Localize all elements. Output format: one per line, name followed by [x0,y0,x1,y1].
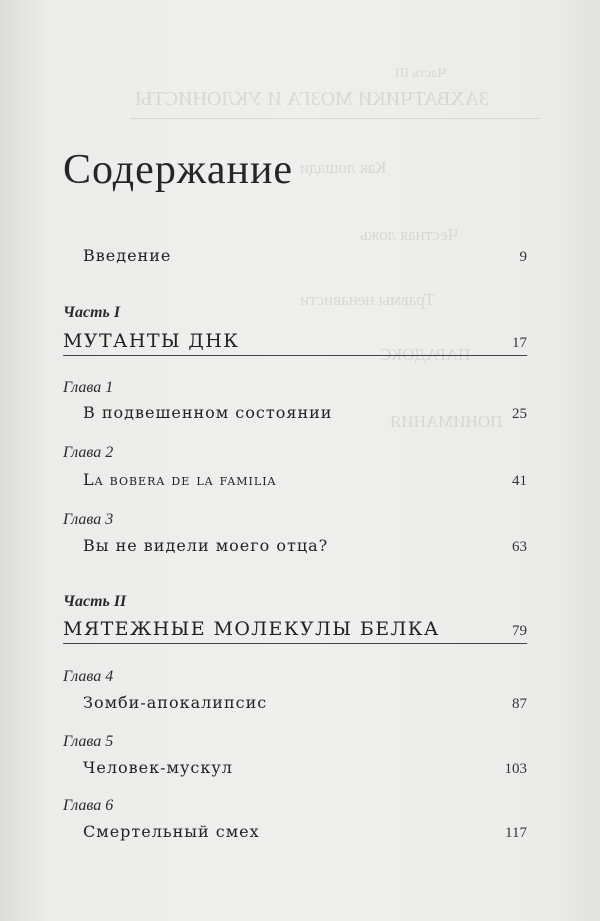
part-2-row [63,618,527,644]
chapter-2-row [63,470,527,490]
chapter-6-row [63,822,527,842]
chapter-1-page: 25 [512,406,527,422]
part-2-label: Часть II [63,593,127,610]
chapter-2-page: 41 [512,473,527,489]
chapter-5-row [63,758,527,778]
bleed-through-text: Часть III [395,66,447,81]
chapter-4-row [63,693,527,713]
chapter-4-title: Зомби-апокалипсис [83,693,268,712]
bleed-through-text: ПАРАДОКС [380,345,471,364]
part-2-title: МЯТЕЖНЫЕ МОЛЕКУЛЫ БЕЛКА [63,618,440,640]
introduction-title: Введение [83,246,172,265]
toc-row [63,246,527,266]
bleed-through-text: Травмы ненависти [300,290,435,309]
part-1-title: МУТАНТЫ ДНК [63,330,240,352]
chapter-1-label: Глава 1 [63,379,114,396]
part-1-label: Часть I [63,304,121,321]
chapter-6-page: 117 [505,825,527,841]
chapter-2-label: Глава 2 [63,444,114,461]
chapter-2-title: La bobera de la familia [83,470,277,489]
part-1-row [63,330,527,356]
bleed-through-text: ЗАХВАТЧИКИ МОЗГА И УКЛОНИСТЫ [135,88,490,110]
chapter-3-row [63,536,527,556]
chapter-5-label: Глава 5 [63,733,114,750]
chapter-1-row [63,403,527,423]
part-1-page: 17 [512,335,527,351]
chapter-3-label: Глава 3 [63,511,114,528]
bleed-through-text: Как лошади [300,158,387,177]
chapter-3-page: 63 [512,539,527,555]
bleed-through-text: Честная ложь [360,225,459,244]
chapter-4-label: Глава 4 [63,668,114,685]
chapter-3-title: Вы не видели моего отца? [83,536,329,555]
part-2-page: 79 [512,623,527,639]
chapter-6-title: Смертельный смех [83,822,260,841]
introduction-page: 9 [519,249,527,265]
bleed-through-rule [130,118,540,119]
chapter-1-title: В подвешенном состоянии [83,403,333,422]
bleed-through-text: ПОНИМАНИЯ [390,412,503,431]
chapter-4-page: 87 [512,696,527,712]
chapter-6-label: Глава 6 [63,797,114,814]
chapter-5-title: Человек-мускул [83,758,233,777]
chapter-5-page: 103 [504,761,527,777]
page-title: Содержание [63,147,294,194]
